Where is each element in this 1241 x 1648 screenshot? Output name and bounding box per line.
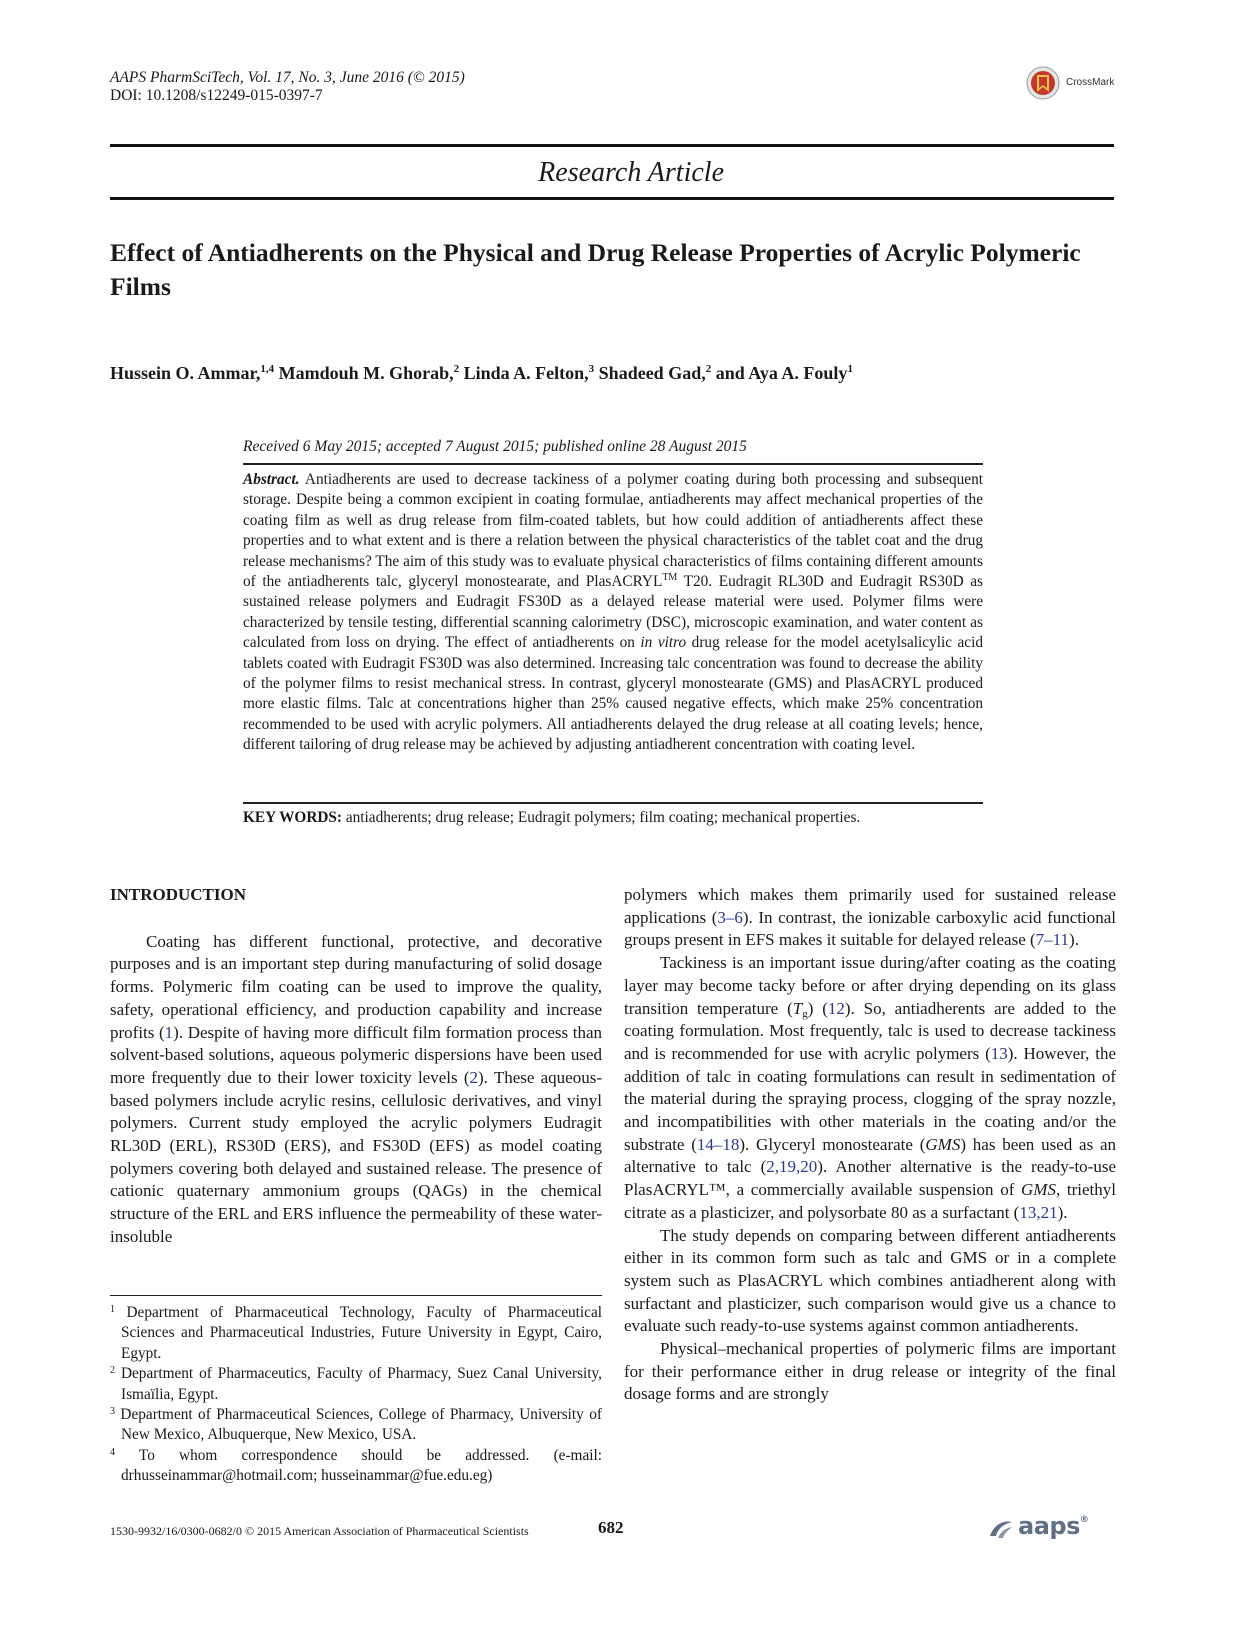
- footnote: [110, 1405, 602, 1446]
- citation-link[interactable]: 12: [827, 998, 845, 1018]
- aaps-logo-word: aaps: [1018, 1512, 1080, 1540]
- footnote: [110, 1446, 602, 1487]
- citation-link[interactable]: 3–6: [717, 907, 743, 927]
- registered-mark: ®: [1079, 1515, 1089, 1525]
- page-number: 682: [598, 1518, 624, 1537]
- author-affiliation: 1,4: [260, 363, 275, 375]
- crossmark-icon: [1026, 66, 1060, 100]
- footnotes: [110, 1303, 602, 1487]
- footnote-text: Department of Pharmaceutical Technology, Faculty of Pharmaceutical Sciences and Pharmaceutical Industries, Future University in Egypt, Cairo, Egypt.: [121, 1304, 603, 1362]
- abstract-italic: in vitro: [640, 634, 687, 652]
- author-name: Linda A. Felton,: [463, 363, 589, 383]
- paragraph: [110, 931, 602, 1249]
- keywords-label: KEY WORDS:: [243, 809, 343, 826]
- header-rule-bottom: [110, 197, 1114, 200]
- crossmark-badge[interactable]: [1026, 66, 1126, 102]
- paragraph-text: ). Despite of having more difficult film formation process than solvent-based solutions, aqueous polymeric dispersions have been used more frequently due to their lower toxicity levels (: [110, 1022, 602, 1087]
- author-name: Hussein O. Ammar,: [110, 363, 261, 383]
- paragraph: [624, 952, 1116, 1224]
- paragraph-text: ).: [1069, 930, 1079, 950]
- paragraph-text: Coating has different functional, protective, and decorative purposes and is an important step during manufacturing of solid dosage forms. Polymeric film coating can be used to improve the quality, safety, operational efficiency, and production capability and increase profits (: [110, 931, 602, 1042]
- keywords-text: antiadherents; drug release; Eudragit polymers; film coating; mechanical properties.: [342, 809, 861, 826]
- author-name: Shadeed Gad,: [598, 363, 706, 383]
- paragraph-text: ). Another alternative is the ready-to-use PlasACRYL™, a commercially available suspension of: [624, 1157, 1116, 1200]
- abstract-rule-top: [243, 463, 983, 465]
- paragraph-italic: GMS: [1021, 1180, 1056, 1200]
- footnote-number: 2: [110, 1365, 115, 1377]
- paragraph: [624, 884, 1116, 952]
- trademark: TM: [662, 572, 678, 584]
- paper-title: Effect of Antiadherents on the Physical and Drug Release Properties of Acrylic Polymeric Films: [110, 238, 1081, 301]
- footnote-number: 3: [110, 1406, 115, 1418]
- citation-link[interactable]: 2: [469, 1067, 478, 1087]
- author-list: [110, 362, 853, 384]
- abstract-label: Abstract.: [243, 471, 300, 488]
- doi[interactable]: DOI: 10.1208/s12249-015-0397-7: [110, 87, 323, 104]
- paragraph-text: ) has been used as an alternative to talc (: [624, 1134, 1117, 1177]
- author-name: Mamdouh M. Ghorab,: [278, 363, 454, 383]
- article-type: Research Article: [538, 157, 724, 188]
- paragraph-text: ) (: [807, 998, 828, 1018]
- aaps-swoosh-icon: [988, 1518, 1014, 1540]
- footnote-text: To whom correspondence should be addressed. (e-mail: drhusseinammar@hotmail.com; husseinammar@fue.edu.eg): [121, 1446, 602, 1485]
- paragraph-text: ). So, antiadherents are added to the coating formulation. Most frequently, talc is used to decrease tackiness and is recommended for use with acrylic polymers (: [624, 998, 1116, 1063]
- footnote-number: 1: [110, 1304, 115, 1315]
- paragraph-text: ). Glyceryl monostearate (: [739, 1134, 926, 1154]
- paragraph-text: ). However, the addition of talc in coating formulations can result in sedimentation of the material during the spraying process, clogging of the spray nozzle, and incompatibilities with other materials in the coating and/or the substrate (: [624, 1043, 1116, 1154]
- citation-link[interactable]: 2,19,20: [766, 1157, 818, 1177]
- section-heading: INTRODUCTION: [110, 885, 247, 904]
- body-column-left: [110, 884, 602, 1249]
- aaps-logo: [988, 1512, 1114, 1542]
- aaps-logo-text: [1018, 1512, 1088, 1540]
- paragraph-text: , triethyl citrate as a plasticizer, and polysorbate 80 as a surfactant (: [624, 1180, 1116, 1222]
- paragraph: The study depends on comparing between different antiadherents either in its common form such as talc and GMS or in a complete system such as PlasACRYL which combines antiadherent along with surfactant and plasticizer, such comparison would give us a chance to evaluate such ready-to-use systems against common antiadherents.: [624, 1225, 1116, 1336]
- author-affiliation: 2: [453, 363, 460, 375]
- footnote-rule: [110, 1295, 602, 1296]
- abstract-rule-bottom: [243, 802, 983, 804]
- author-affiliation: 1: [847, 363, 853, 375]
- footnote-number: 4: [110, 1446, 115, 1458]
- paragraph-text: Tackiness is an important issue during/after coating as the coating layer may become tacky before or after drying depending on its glass transition temperature (: [624, 953, 1116, 1018]
- header-rule-top: [110, 144, 1114, 147]
- paragraph-text: ).: [1057, 1202, 1068, 1222]
- journal-citation: AAPS PharmSciTech, Vol. 17, No. 3, June 2016 (© 2015): [110, 69, 465, 86]
- paragraph-text: polymers which makes them primarily used for sustained release applications (: [624, 885, 1116, 927]
- abstract-text: T20. Eudragit RL30D and Eudragit RS30D as sustained release polymers and Eudragit FS30D as a delayed release material were used. Polymer films were characterized by tensile testing, differential scanning calorimetry (DSC), microscopic examination, and water content as calculated from loss on drying. The effect of antiadherents on: [243, 573, 983, 652]
- abstract-text: Antiadherents are used to decrease tackiness of a polymer coating during both processing and subsequent storage. Despite being a common excipient in coating formulae, antiadherents may affect mechanical properties of the coating film as well as drug release from film-coated tablets, but how could addition of antiadherents affect these properties and to what extent and is there a relation between the physical characteristics of the tablet coat and the drug release mechanisms? The aim of this study was to evaluate physical characteristics of films containing different amounts of the antiadherents talc, glyceryl monostearate, and PlasACRYL: [243, 471, 983, 591]
- footnote-text: Department of Pharmaceutical Sciences, College of Pharmacy, University of New Mexico, Albuquerque, New Mexico, USA.: [120, 1406, 602, 1444]
- footnote: [110, 1303, 602, 1364]
- abstract-text: drug release for the model acetylsalicylic acid tablets coated with Eudragit FS30D was also determined. Increasing talc concentration was found to decrease the ability of the polymer films to resist mechanical stress. In contrast, glyceryl monostearate (GMS) and PlasACRYL produced more elastic films. Talc at concentrations higher than 25% caused negative effects, which make 25% concentration recommended to be used with acrylic polymers. All antiadherents delayed the drug release at all coating levels; hence, different tailoring of drug release may be achieved by adjusting antiadherent concentration with coating level.: [243, 634, 983, 754]
- citation-link[interactable]: 7–11: [1035, 930, 1070, 950]
- keywords: [243, 808, 983, 828]
- math-subscript: g: [802, 1007, 808, 1020]
- paragraph-text: ). These aqueous-based polymers include acrylic resins, cellulosic derivatives, and vinyl polymers. Current study employed the acrylic polymers Eudragit RL30D (ERL), RS30D (ERS), and FS30D (EFS) as model coating polymers covering both delayed and sustained release. The presence of cationic quaternary ammonium groups (QAGs) in the chemical structure of the ERL and ERS influence the permeability of these water-insoluble: [110, 1067, 602, 1246]
- citation-link[interactable]: 13: [990, 1043, 1008, 1063]
- paragraph-italic: GMS: [925, 1134, 961, 1154]
- paragraph-text: ). In contrast, the ionizable carboxylic acid functional groups present in EFS makes it suitable for delayed release (: [624, 907, 1116, 950]
- author-name: and Aya A. Fouly: [715, 363, 848, 383]
- citation-link[interactable]: 1: [164, 1022, 174, 1042]
- footnote-text: Department of Pharmaceutics, Faculty of Pharmacy, Suez Canal University, Ismaïlia, Egypt.: [120, 1365, 602, 1403]
- body-column-right: [624, 884, 1116, 1406]
- footnote: [110, 1364, 602, 1405]
- abstract: [243, 470, 983, 756]
- paragraph: Physical–mechanical properties of polymeric films are important for their performance either in drug release or integrity of the final dosage forms and are strongly: [624, 1339, 1116, 1404]
- received-dates: Received 6 May 2015; accepted 7 August 2015; published online 28 August 2015: [243, 438, 747, 455]
- author-affiliation: 3: [588, 363, 595, 375]
- math-symbol: T: [792, 998, 803, 1018]
- author-affiliation: 2: [705, 363, 712, 375]
- citation-link[interactable]: 13,21: [1019, 1202, 1058, 1222]
- crossmark-label: CrossMark: [1066, 77, 1115, 88]
- citation-link[interactable]: 14–18: [696, 1134, 740, 1154]
- copyright-code: 1530-9932/16/0300-0682/0 © 2015 American Association of Pharmaceutical Scientists: [110, 1524, 529, 1538]
